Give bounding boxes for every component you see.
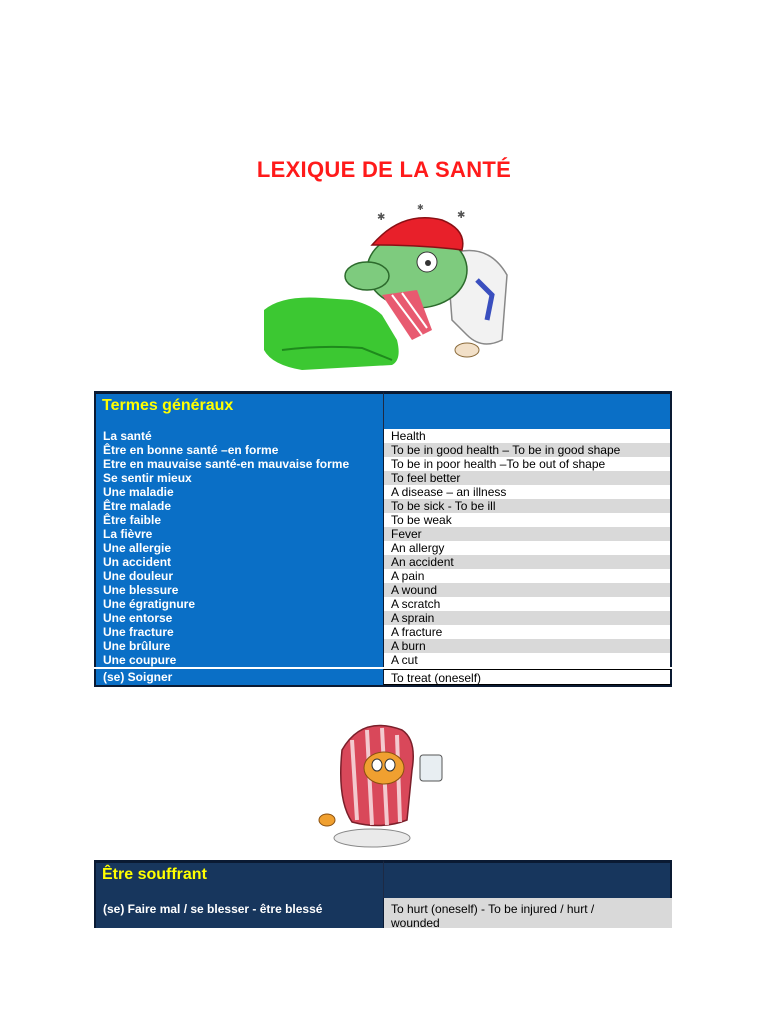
french-term: Une fracture (94, 625, 383, 639)
french-term: Être en bonne santé –en forme (94, 443, 383, 457)
table-bottom-border (94, 685, 672, 687)
french-term: Une allergie (94, 541, 383, 555)
french-term: Se sentir mieux (94, 471, 383, 485)
table-row (94, 485, 672, 499)
english-translation-line1: To hurt (oneself) - To be injured / hurt / (391, 902, 595, 916)
french-term: Etre en mauvaise santé-en mauvaise forme (94, 457, 383, 471)
french-term: Une brûlure (94, 639, 383, 653)
svg-text:✱: ✱ (417, 203, 424, 212)
english-translation: To treat (oneself) (383, 669, 672, 685)
english-translation: A pain (383, 569, 672, 583)
french-term: Une blessure (94, 583, 383, 597)
french-term: La santé (94, 429, 383, 443)
table-row (94, 611, 672, 625)
vocab-table-general (94, 391, 672, 687)
table-row (94, 457, 672, 471)
english-translation: Health (383, 429, 672, 443)
english-translation: A cut (383, 653, 672, 667)
english-translation: To be in poor health –To be out of shape (383, 457, 672, 471)
french-term: Un accident (94, 555, 383, 569)
english-translation-line2: wounded (391, 916, 440, 930)
english-translation: To be weak (383, 513, 672, 527)
french-term: (se) Faire mal / se blesser - être blessé (94, 898, 383, 928)
table-row (94, 541, 672, 555)
table-header (94, 860, 672, 898)
table-row (94, 898, 672, 928)
table-row (94, 429, 672, 443)
french-term: Une égratignure (94, 597, 383, 611)
table-row (94, 569, 672, 583)
english-translation: A sprain (383, 611, 672, 625)
english-translation: To feel better (383, 471, 672, 485)
table-row (94, 667, 672, 685)
french-term: Être malade (94, 499, 383, 513)
french-term: (se) Soigner (94, 669, 383, 685)
english-translation (383, 898, 672, 928)
french-term: Une douleur (94, 569, 383, 583)
english-translation: A scratch (383, 597, 672, 611)
table-row (94, 527, 672, 541)
french-term: Une entorse (94, 611, 383, 625)
english-translation: To be sick - To be ill (383, 499, 672, 513)
sick-in-bed-illustration (262, 200, 508, 375)
table-header-title: Être souffrant (94, 860, 383, 898)
french-term: Être faible (94, 513, 383, 527)
table-row (94, 513, 672, 527)
table-row (94, 597, 672, 611)
table-row (94, 583, 672, 597)
vocab-table-suffering (94, 860, 672, 928)
english-translation: An accident (383, 555, 672, 569)
english-translation: A fracture (383, 625, 672, 639)
english-translation: Fever (383, 527, 672, 541)
french-term: Une coupure (94, 653, 383, 667)
page-title: LEXIQUE DE LA SANTÉ (256, 157, 512, 182)
table-header-title: Termes généraux (94, 391, 383, 429)
table-header-empty (383, 860, 672, 898)
table-header-empty (383, 391, 672, 429)
table-row (94, 471, 672, 485)
english-translation: To be in good health – To be in good shape (383, 443, 672, 457)
table-body (94, 429, 672, 667)
table-header (94, 391, 672, 429)
svg-text:✱: ✱ (377, 212, 386, 223)
table-row (94, 625, 672, 639)
english-translation: A wound (383, 583, 672, 597)
table-row (94, 443, 672, 457)
english-translation: A burn (383, 639, 672, 653)
table-row (94, 555, 672, 569)
english-translation: An allergy (383, 541, 672, 555)
sick-cat-illustration (312, 710, 454, 850)
english-translation: A disease – an illness (383, 485, 672, 499)
french-term: Une maladie (94, 485, 383, 499)
french-term: La fièvre (94, 527, 383, 541)
table-row (94, 653, 672, 667)
svg-text:✱: ✱ (457, 210, 466, 221)
table-row (94, 639, 672, 653)
table-row (94, 499, 672, 513)
